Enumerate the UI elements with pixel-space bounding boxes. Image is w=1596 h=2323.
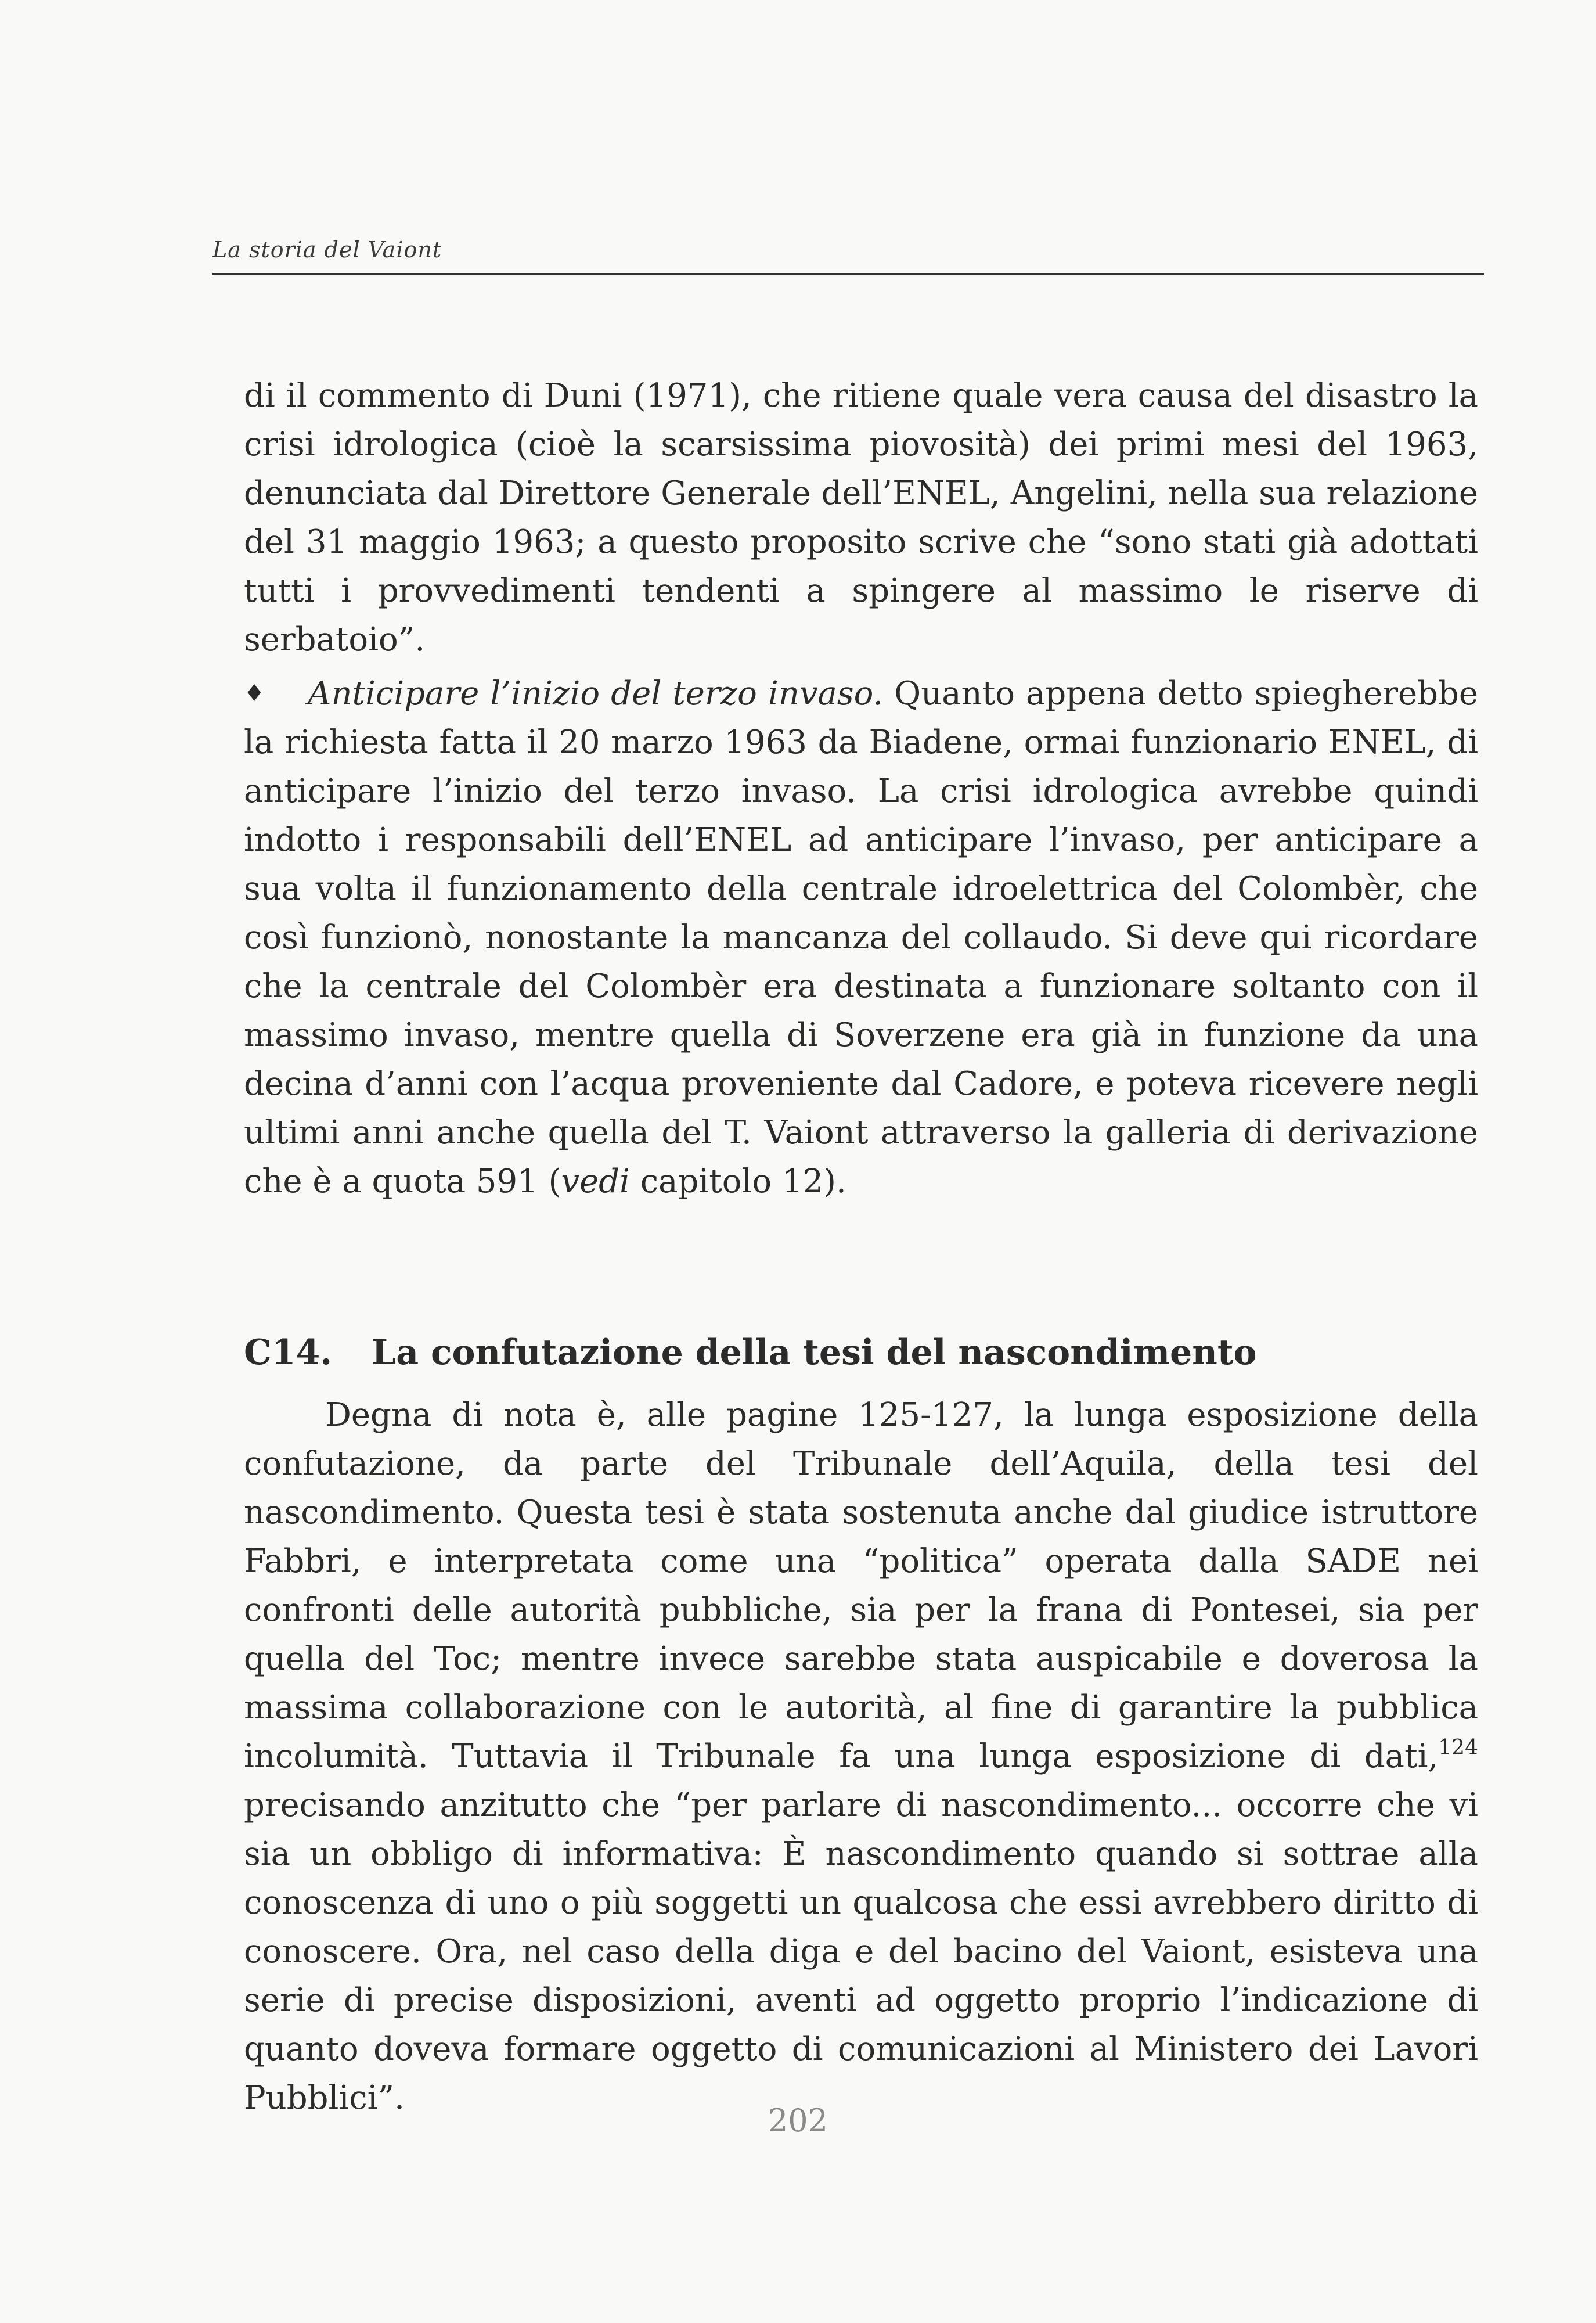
footnote-reference[interactable]: 124 xyxy=(1438,1736,1478,1760)
page-body xyxy=(244,372,1478,2123)
bullet-text-part1: Quanto appena detto spiegherebbe la richiesta fatta il 20 marzo 1963 da Biadene, ormai funzionario ENEL, di anticipare l’inizio del terzo invaso. La crisi idrologica avrebbe quindi indotto i responsabili dell’ENEL ad anticipare l’invaso, per anticipare a sua volta il funzionamento della centrale idroelettrica del Colombèr, che così funzionò, nonostante la mancanza del collaudo. Si deve qui ricordare che la centrale del Colombèr era destinata a funzionare soltanto con il massimo invaso, mentre quella di Soverzene era già in funzione da una decina d’anni con l’acqua proveniente dal Cadore, e poteva ricevere negli ultimi anni anche quella del T. Vaiont attraverso la galleria di derivazione che è a quota 591 ( xyxy=(244,675,1478,1200)
section-heading xyxy=(244,1328,1478,1377)
section-text-part1: Degna di nota è, alle pagine 125-127, la lunga esposizione della confutazione, da parte del Tribunale dell’Aquila, della tesi del nascondimento. Questa tesi è stata sostenuta anche dal giudice istruttore Fabbri, e interpretata come una “politica” operata dalla SADE nei confronti delle autorità pubbliche, sia per la frana di Pontesei, sia per quella del Toc; mentre invece sarebbe stata auspicabile e doverosa la massima collaborazione con le autorità, al fine di garantire la pubblica incolumità. Tuttavia il Tribunale fa una lunga esposizione di dati, xyxy=(244,1396,1478,1775)
header-rule xyxy=(212,273,1484,275)
bullet-title: Anticipare l’inizio del terzo invaso. xyxy=(308,675,884,713)
section-title: La confutazione della tesi del nascondimento xyxy=(372,1332,1257,1373)
paragraph-continued: di il commento di Duni (1971), che ritiene quale vera causa del disastro la crisi idrologica (cioè la scarsissima piovosità) dei primi mesi del 1963, denunciata dal Direttore Generale dell’ENEL, Angelini, nella sua relazione del 31 maggio 1963; a questo proposito scrive che “sono stati già adottati tutti i provvedimenti tendenti a spingere al massimo le riserve di serbatoio”. xyxy=(244,377,1478,659)
section-paragraph xyxy=(244,1391,1478,2123)
bullet-text-part2: capitolo 12). xyxy=(629,1163,846,1200)
section-text-part2: precisando anzitutto che “per parlare di nascondimento... occorre che vi sia un obbligo di informativa: È nascondimento quando si sottrae alla conoscenza di uno o più soggetti un qualcosa che essi avrebbero diritto di conoscere. Ora, nel caso della diga e del bacino del Vaiont, esisteva una serie di precise disposizioni, aventi ad oggetto proprio l’indicazione di quanto doveva formare oggetto di comunicazioni al Ministero dei Lavori Pubblici”. xyxy=(244,1786,1478,2117)
page-number: 202 xyxy=(768,2102,828,2139)
section-number: C14. xyxy=(244,1332,333,1373)
bullet-text-italic: vedi xyxy=(561,1163,630,1200)
running-header: La storia del Vaiont xyxy=(212,237,442,262)
bullet-paragraph xyxy=(244,669,1478,1206)
diamond-bullet-icon: ♦ xyxy=(244,680,265,707)
